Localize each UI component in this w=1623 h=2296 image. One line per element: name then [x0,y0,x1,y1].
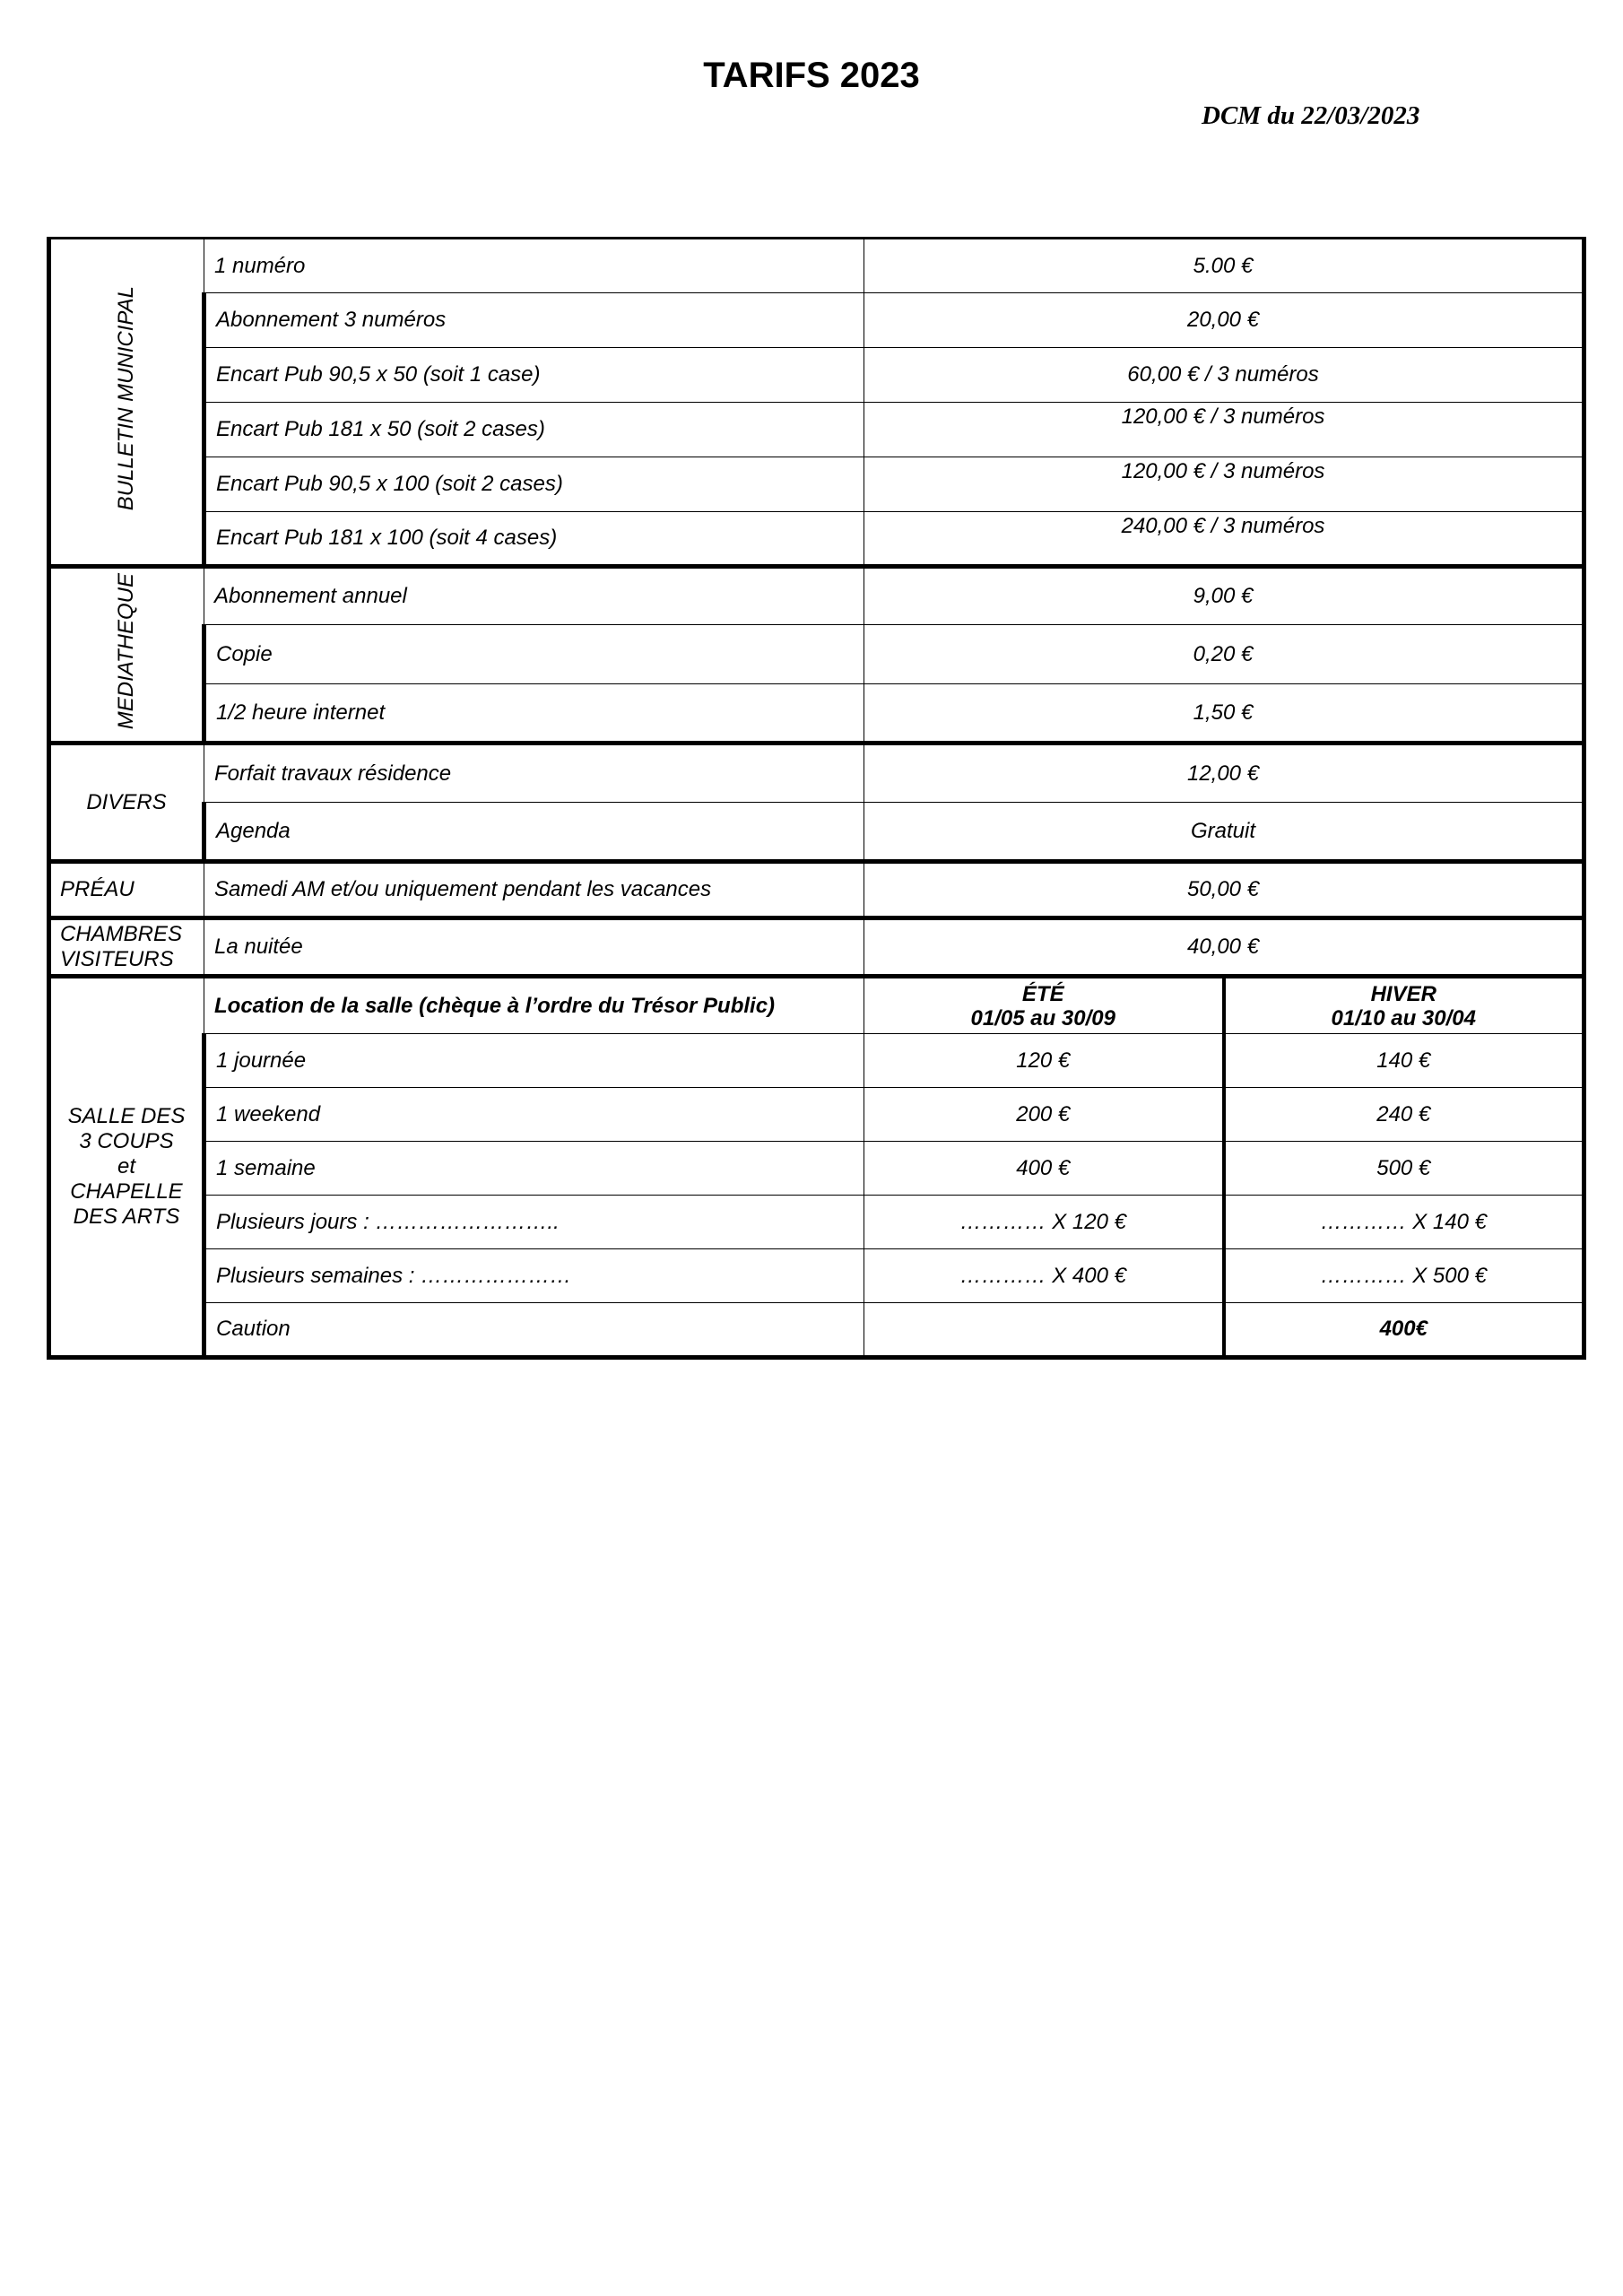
item-cell: Encart Pub 90,5 x 50 (soit 1 case) [204,348,864,403]
ete-price-cell: ………… X 400 € [864,1249,1224,1303]
table-row [49,977,1584,1034]
table-row [49,403,1584,457]
table-row [49,744,1584,803]
page-title: TARIFS 2023 [703,56,920,95]
section-label-line: 3 COUPS [79,1129,174,1153]
price-cell: 9,00 € [864,567,1584,625]
item-cell: Encart Pub 90,5 x 100 (soit 2 cases) [204,457,864,512]
section-label-line: VISITEURS [60,947,174,971]
section-label-preau: PRÉAU [49,862,204,918]
section-label-bulletin [49,239,204,567]
price-cell: 0,20 € [864,625,1584,684]
table-row [49,1303,1584,1358]
section-label-text: BULLETIN MUNICIPAL [114,286,138,511]
section-label-line: SALLE DES [67,1104,186,1128]
item-cell: Samedi AM et/ou uniquement pendant les vacances [204,862,864,918]
hiver-price-cell: 140 € [1224,1034,1584,1088]
table-row [49,625,1584,684]
table-row [49,684,1584,744]
table-row [49,567,1584,625]
price-cell: 12,00 € [864,744,1584,803]
item-cell: Abonnement annuel [204,567,864,625]
item-cell: Encart Pub 181 x 50 (soit 2 cases) [204,403,864,457]
ete-price-cell: 200 € [864,1088,1224,1142]
section-label-line: et [117,1154,135,1178]
price-cell: 20,00 € [864,293,1584,348]
deliberation-reference: DCM du 22/03/2023 [1202,101,1420,130]
hiver-price-cell: ………… X 140 € [1224,1196,1584,1249]
hiver-header [1224,977,1584,1034]
item-cell: Copie [204,625,864,684]
section-label-text: MEDIATHEQUE [114,573,138,730]
table-row [49,862,1584,918]
item-cell: Plusieurs semaines : ………………… [204,1249,864,1303]
item-cell: 1 weekend [204,1088,864,1142]
hiver-title: HIVER [1370,981,1436,1006]
table-row [49,457,1584,512]
item-cell: 1 semaine [204,1142,864,1196]
ete-price-cell [864,1303,1224,1358]
table-row [49,293,1584,348]
hiver-price-cell: 500 € [1224,1142,1584,1196]
section-label-mediatheque [49,567,204,744]
ete-header [864,977,1224,1034]
ete-price-cell: 400 € [864,1142,1224,1196]
price-cell: 50,00 € [864,862,1584,918]
price-cell: 120,00 € / 3 numéros [864,457,1584,512]
table-row [49,803,1584,862]
section-label-divers: DIVERS [49,744,204,862]
item-cell: Encart Pub 181 x 100 (soit 4 cases) [204,512,864,567]
hiver-price-cell: 240 € [1224,1088,1584,1142]
price-cell: 120,00 € / 3 numéros [864,403,1584,457]
section-label-line: DES ARTS [73,1205,180,1229]
item-cell: 1 journée [204,1034,864,1088]
ete-dates: 01/05 au 30/09 [970,1005,1115,1031]
item-cell: Forfait travaux résidence [204,744,864,803]
price-cell: 240,00 € / 3 numéros [864,512,1584,567]
location-header: Location de la salle (chèque à l’ordre du Trésor Public) [204,977,864,1034]
table-row [49,1196,1584,1249]
caution-amount: 400€ [1224,1303,1584,1358]
item-cell: Caution [204,1303,864,1358]
section-label-chambres [49,918,204,977]
item-cell: Agenda [204,803,864,862]
item-cell: Plusieurs jours : …………………….. [204,1196,864,1249]
table-row [49,239,1584,293]
hiver-price-cell: ………… X 500 € [1224,1249,1584,1303]
section-label-salle [49,977,204,1358]
ete-price-cell: 120 € [864,1034,1224,1088]
table-row [49,1249,1584,1303]
table-row [49,918,1584,977]
price-cell: 5.00 € [864,239,1584,293]
ete-title: ÉTÉ [1021,981,1064,1006]
table-row [49,1142,1584,1196]
price-cell: 1,50 € [864,684,1584,744]
tariffs-table [47,237,1586,1360]
item-cell: La nuitée [204,918,864,977]
price-cell: 60,00 € / 3 numéros [864,348,1584,403]
ete-price-cell: ………… X 120 € [864,1196,1224,1249]
table-row [49,512,1584,567]
price-cell: 40,00 € [864,918,1584,977]
price-cell: Gratuit [864,803,1584,862]
item-cell: 1 numéro [204,239,864,293]
section-label-line: CHAMBRES [60,922,183,946]
table-row [49,1088,1584,1142]
item-cell: 1/2 heure internet [204,684,864,744]
section-label-line: CHAPELLE [70,1179,183,1204]
hiver-dates: 01/10 au 30/04 [1331,1005,1476,1031]
item-cell: Abonnement 3 numéros [204,293,864,348]
table-row [49,1034,1584,1088]
table-row [49,348,1584,403]
